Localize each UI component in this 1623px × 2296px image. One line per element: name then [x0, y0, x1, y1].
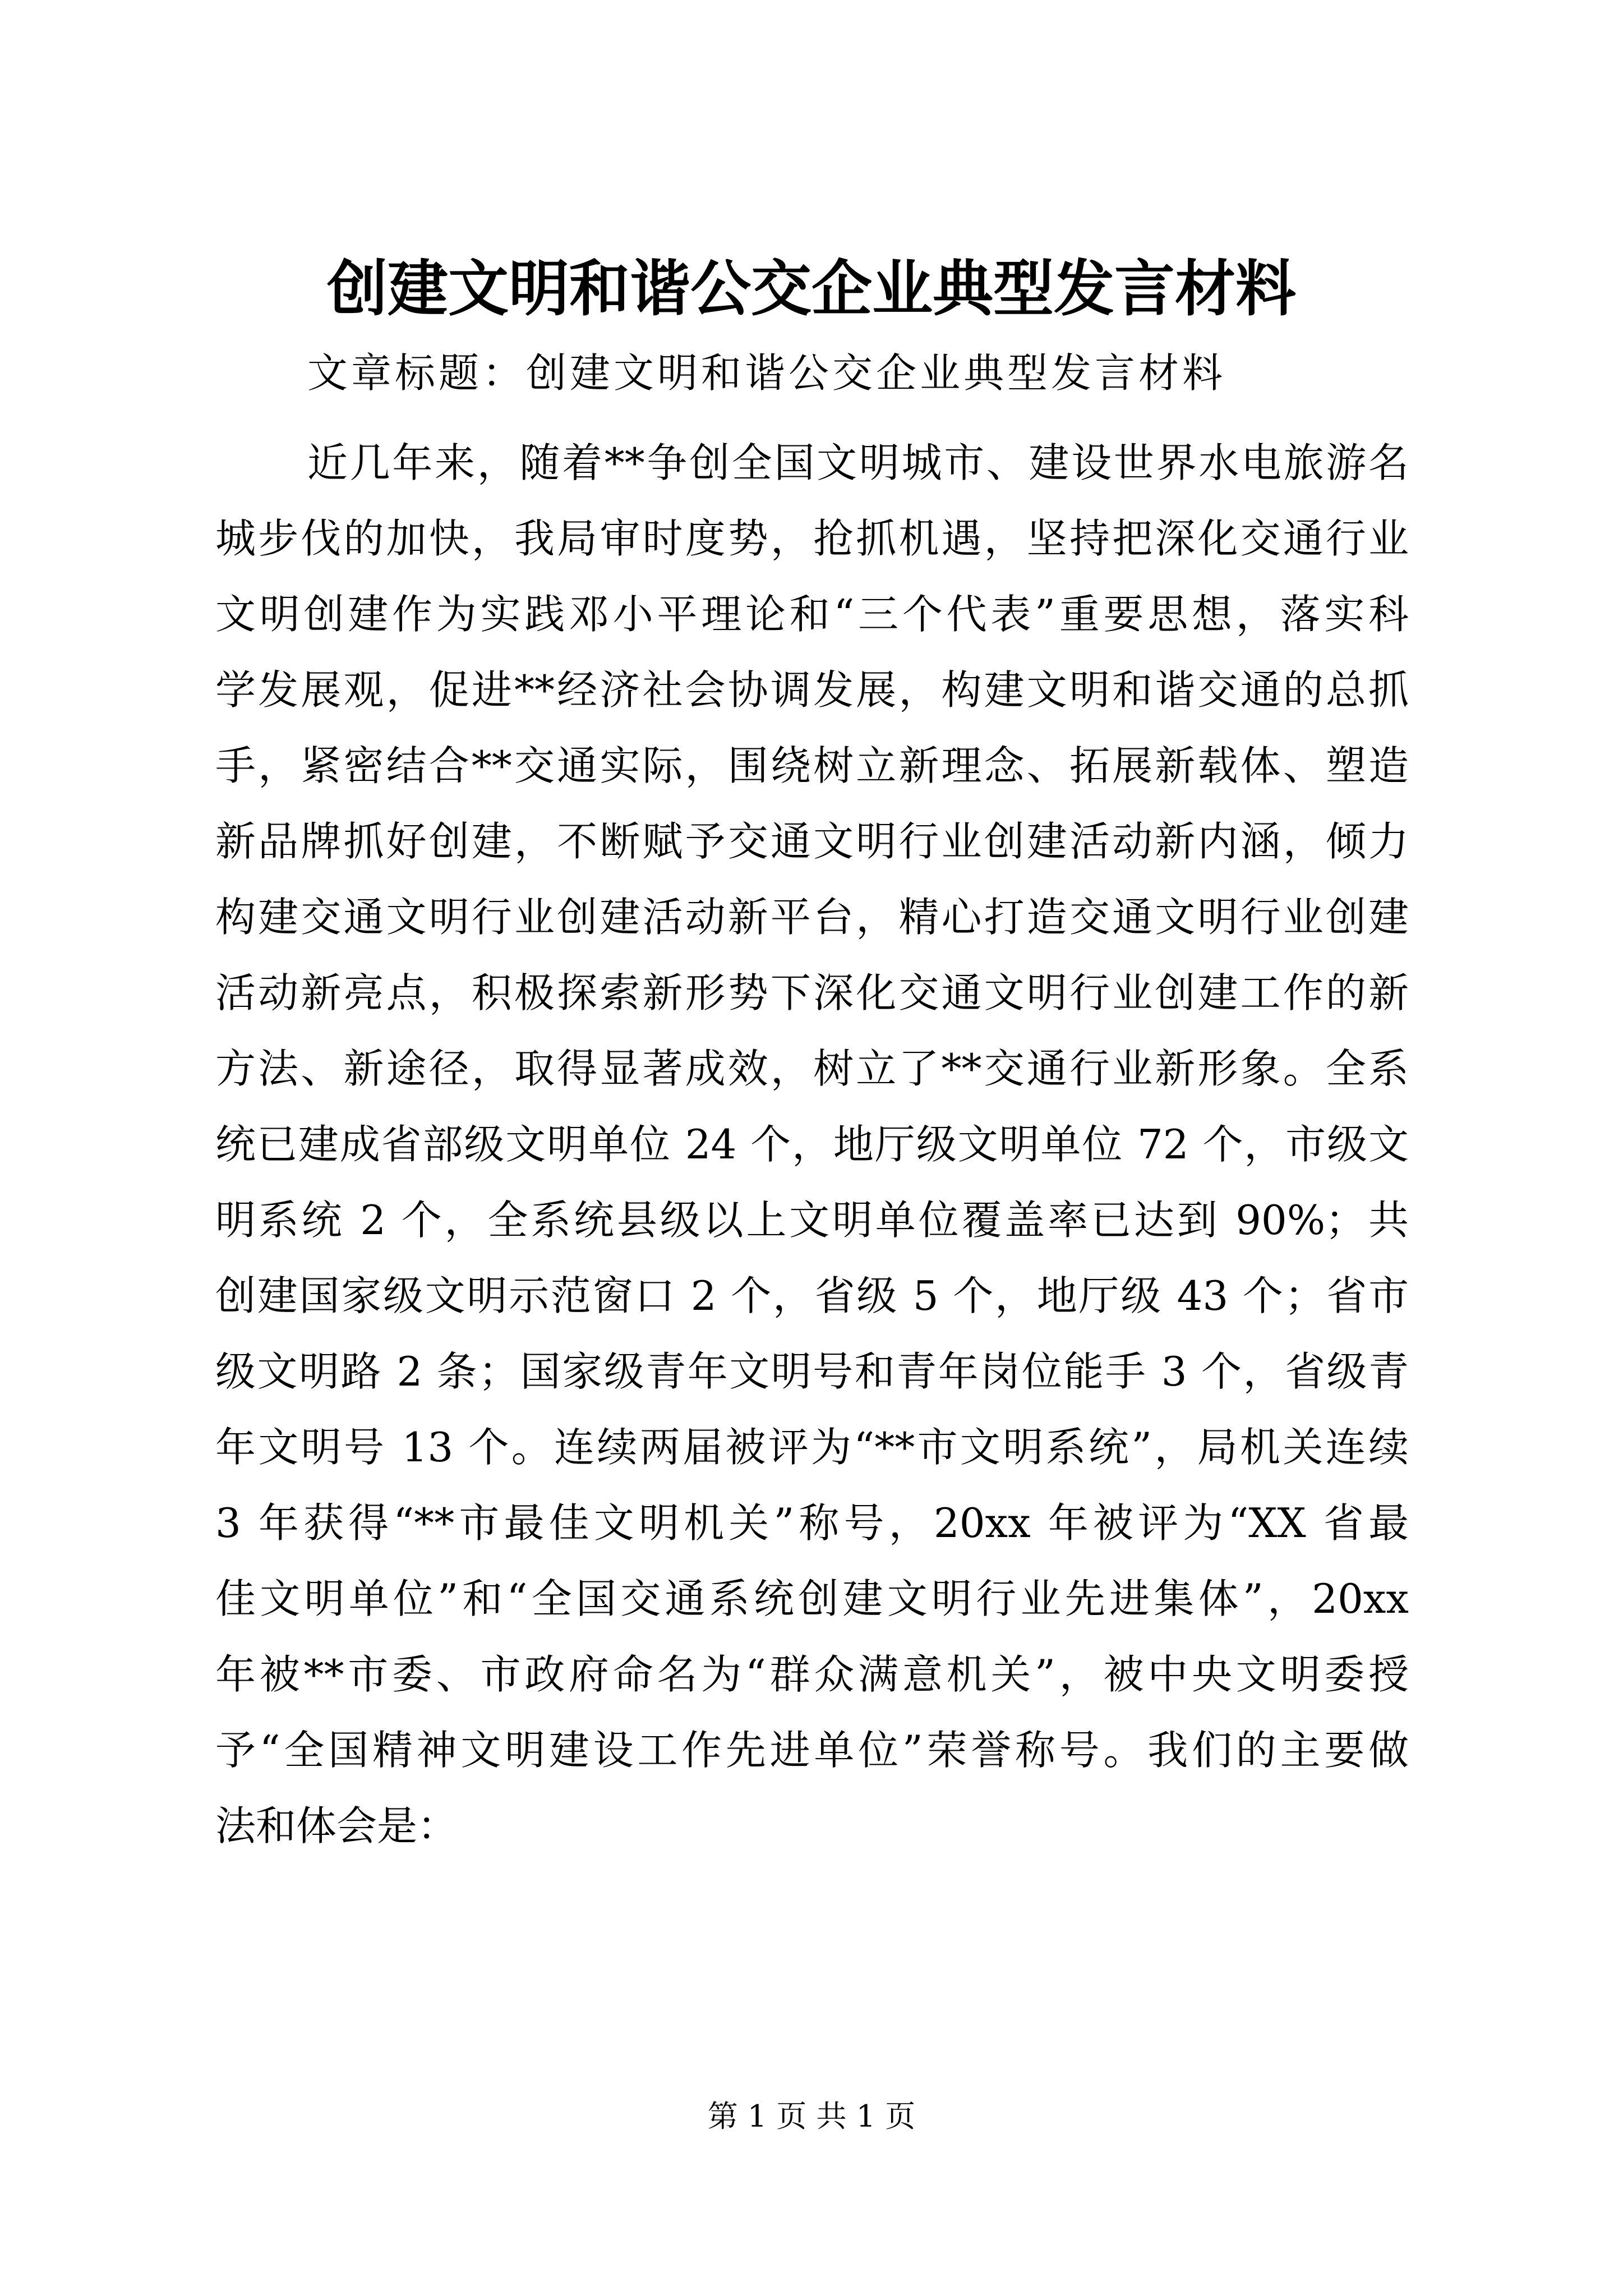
- body-line-1: 近几年来，随着**争创全国文明城市、建设世界水电旅游名: [307, 439, 1409, 486]
- body-line-17: 年被**市委、市政府命名为“群众满意机关”，被中央文明委授: [215, 1651, 1409, 1698]
- body-line-5: 手，紧密结合**交通实际，围绕树立新理念、拓展新载体、塑造: [215, 742, 1409, 789]
- document-title: 创建文明和谐公交企业典型发言材料: [326, 254, 1296, 324]
- body-line-6: 新品牌抓好创建，不断赋予交通文明行业创建活动新内涵，倾力: [215, 818, 1409, 865]
- body-line-13: 级文明路 2 条；国家级青年文明号和青年岗位能手 3 个，省级青: [215, 1348, 1409, 1395]
- article-title-line: 文章标题：创建文明和谐公交企业典型发言材料: [307, 349, 1227, 397]
- body-line-19: 法和体会是：: [215, 1802, 458, 1849]
- body-line-7: 构建交通文明行业创建活动新平台，精心打造交通文明行业创建: [215, 894, 1409, 941]
- body-line-15: 3 年获得“**市最佳文明机关”称号，20xx 年被评为“XX 省最: [215, 1499, 1409, 1547]
- body-line-18: 予“全国精神文明建设工作先进单位”荣誉称号。我们的主要做: [215, 1727, 1409, 1774]
- body-line-10: 统已建成省部级文明单位 24 个，地厅级文明单位 72 个，市级文: [215, 1121, 1409, 1168]
- body-line-8: 活动新亮点，积极探索新形势下深化交通文明行业创建工作的新: [215, 969, 1409, 1016]
- body-line-14: 年文明号 13 个。连续两届被评为“**市文明系统”，局机关连续: [215, 1424, 1409, 1471]
- body-line-16: 佳文明单位”和“全国交通系统创建文明行业先进集体”，20xx: [215, 1575, 1409, 1622]
- body-line-3: 文明创建作为实践邓小平理论和“三个代表”重要思想，落实科: [215, 591, 1409, 638]
- body-line-11: 明系统 2 个，全系统县级以上文明单位覆盖率已达到 90%；共: [215, 1197, 1409, 1244]
- page-number-footer: 第 1 页 共 1 页: [707, 2099, 916, 2134]
- body-line-12: 创建国家级文明示范窗口 2 个，省级 5 个，地厅级 43 个；省市: [215, 1272, 1409, 1319]
- body-line-2: 城步伐的加快，我局审时度势，抢抓机遇，坚持把深化交通行业: [215, 515, 1409, 562]
- body-line-4: 学发展观，促进**经济社会协调发展，构建文明和谐交通的总抓: [215, 666, 1409, 714]
- body-line-9: 方法、新途径，取得显著成效，树立了**交通行业新形象。全系: [215, 1045, 1409, 1092]
